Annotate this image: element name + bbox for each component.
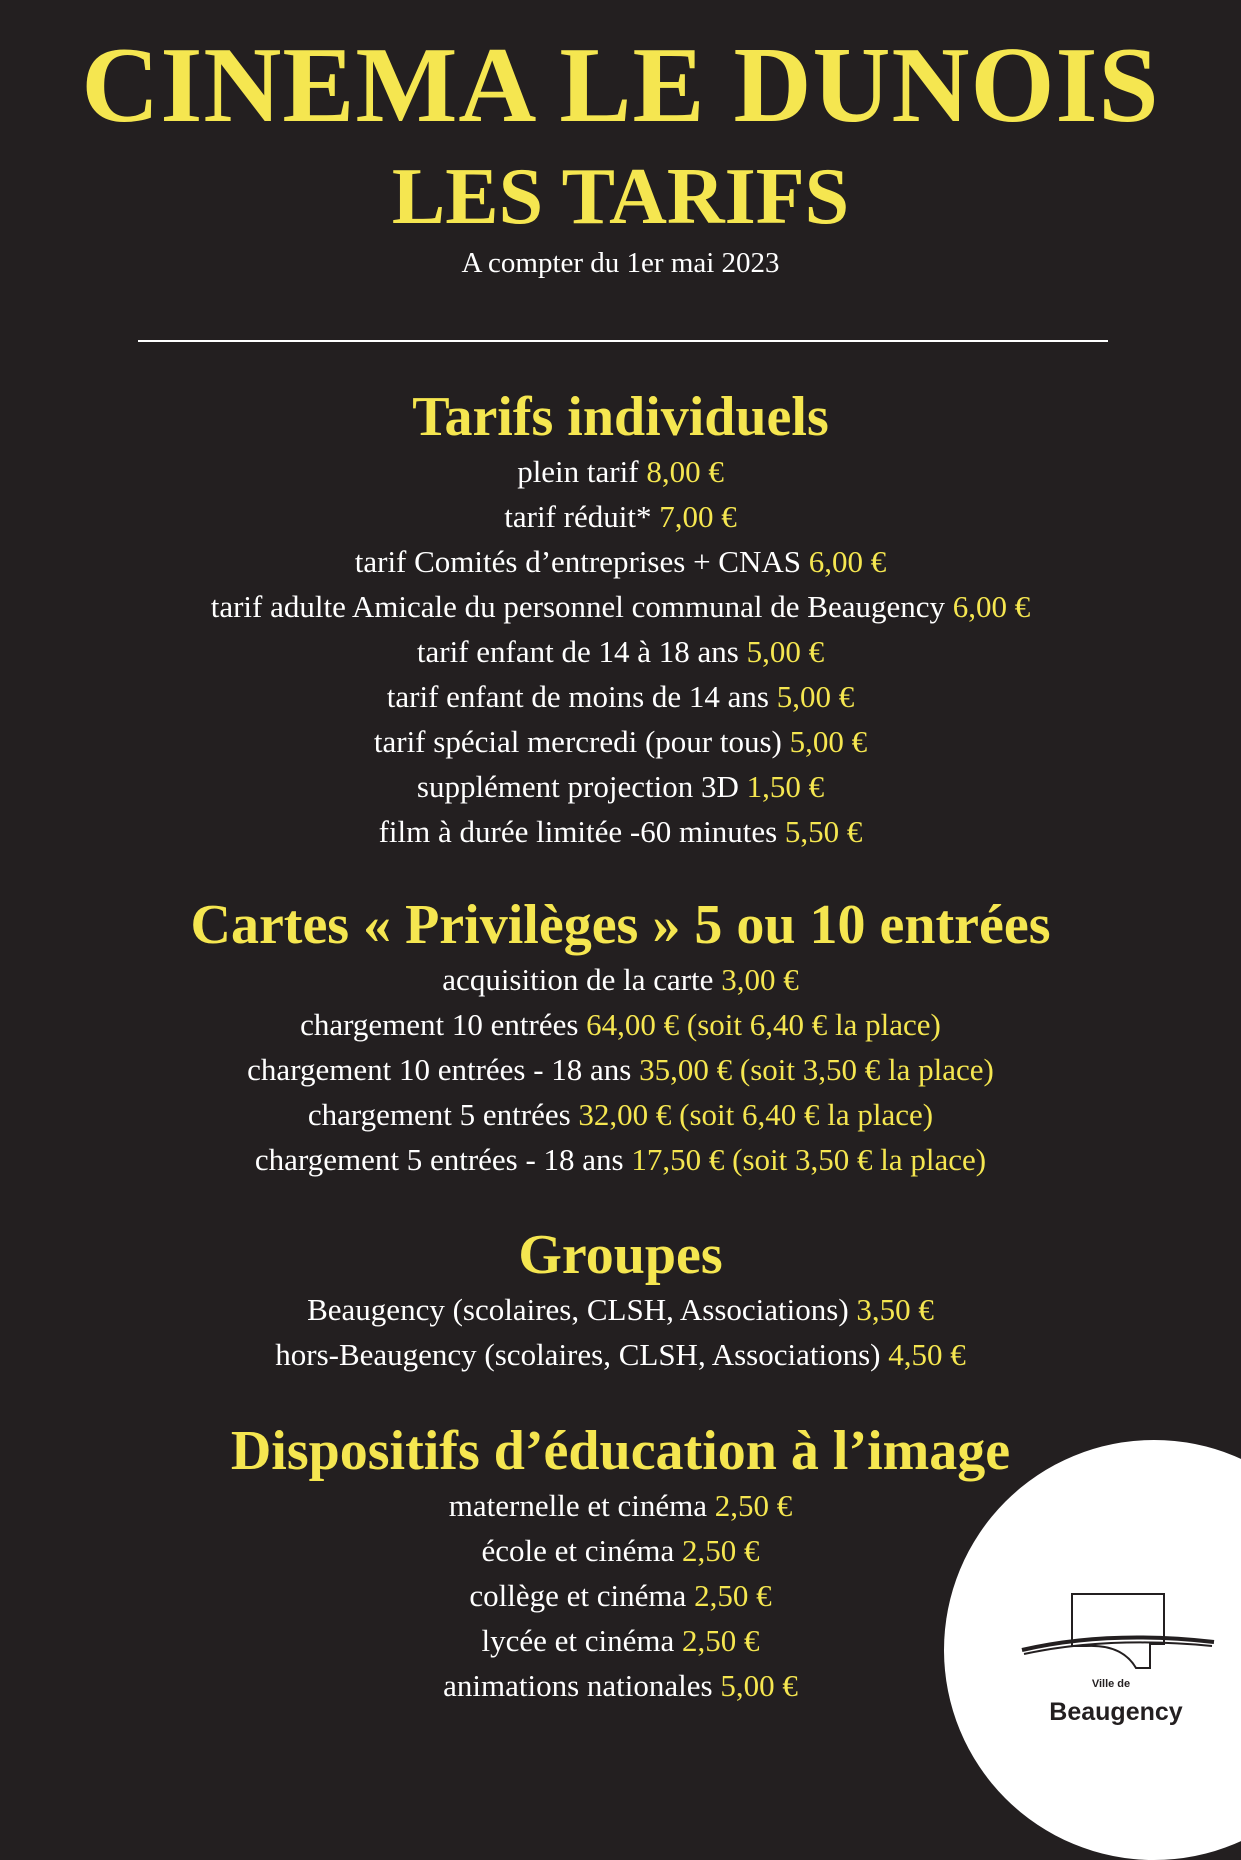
effective-date: A compter du 1er mai 2023 xyxy=(461,247,780,279)
price-label: animations nationales xyxy=(443,1668,713,1703)
price-value: 6,00 € xyxy=(808,544,887,579)
price-value: 4,50 € xyxy=(888,1337,966,1372)
price-label: chargement 5 entrées xyxy=(307,1097,571,1132)
section-privilege-cards xyxy=(0,893,1241,1182)
logo-small-text: Ville de xyxy=(1091,1678,1131,1690)
price-value: 2,50 € xyxy=(682,1623,760,1658)
price-label: tarif réduit* xyxy=(504,499,652,534)
price-row xyxy=(0,809,1241,854)
price-value: 2,50 € xyxy=(682,1533,760,1568)
price-label: chargement 10 entrées - 18 ans xyxy=(247,1052,632,1087)
price-value: 5,50 € xyxy=(784,814,863,849)
price-value: 1,50 € xyxy=(746,769,825,804)
price-row xyxy=(0,584,1241,629)
price-label: maternelle et cinéma xyxy=(448,1488,707,1523)
price-label: tarif enfant de moins de 14 ans xyxy=(386,679,769,714)
price-row xyxy=(0,629,1241,674)
price-row xyxy=(0,1332,1241,1377)
price-row xyxy=(0,494,1241,539)
price-row xyxy=(0,1047,1241,1092)
price-label: chargement 10 entrées xyxy=(300,1007,579,1042)
page-subtitle: LES TARIFS xyxy=(391,153,850,241)
price-label: hors-Beaugency (scolaires, CLSH, Associations) xyxy=(275,1337,881,1372)
price-value: 35,00 € (soit 3,50 € la place) xyxy=(639,1052,994,1087)
price-value: 3,00 € xyxy=(721,962,799,997)
price-row xyxy=(0,449,1241,494)
section-individual-prices xyxy=(0,385,1241,854)
price-value: 2,50 € xyxy=(694,1578,772,1613)
price-value: 17,50 € (soit 3,50 € la place) xyxy=(631,1142,987,1177)
price-label: chargement 5 entrées - 18 ans xyxy=(254,1142,624,1177)
price-label: tarif adulte Amicale du personnel communal de Beaugency xyxy=(210,589,946,624)
price-value: 7,00 € xyxy=(659,499,737,534)
price-label: Beaugency (scolaires, CLSH, Associations) xyxy=(307,1292,849,1327)
price-value: 5,00 € xyxy=(789,724,868,759)
price-row xyxy=(0,1092,1241,1137)
price-value: 8,00 € xyxy=(646,454,724,489)
price-row xyxy=(0,1287,1241,1332)
price-row xyxy=(0,674,1241,719)
price-value: 32,00 € (soit 6,40 € la place) xyxy=(578,1097,934,1132)
divider xyxy=(138,340,1108,342)
price-label: plein tarif xyxy=(517,454,639,489)
section-heading: Dispositifs d’éducation à l’image xyxy=(230,1420,1011,1482)
section-heading: Tarifs individuels xyxy=(412,386,829,448)
price-value: 3,50 € xyxy=(856,1292,934,1327)
price-row xyxy=(0,719,1241,764)
price-value: 5,00 € xyxy=(720,1668,798,1703)
price-label: lycée et cinéma xyxy=(481,1623,675,1658)
price-value: 5,00 € xyxy=(746,634,825,669)
price-row xyxy=(0,764,1241,809)
price-label: tarif Comités d’entreprises + CNAS xyxy=(354,544,801,579)
price-value: 64,00 € (soit 6,40 € la place) xyxy=(586,1007,941,1042)
price-value: 2,50 € xyxy=(714,1488,793,1523)
section-heading: Cartes « Privilèges » 5 ou 10 entrées xyxy=(190,894,1051,956)
price-value: 6,00 € xyxy=(952,589,1031,624)
price-row xyxy=(0,539,1241,584)
page-title: CINEMA LE DUNOIS xyxy=(81,26,1160,145)
section-groups xyxy=(0,1223,1241,1377)
price-label: école et cinéma xyxy=(481,1533,675,1568)
price-label: acquisition de la carte xyxy=(442,962,714,997)
price-value: 5,00 € xyxy=(776,679,855,714)
price-row xyxy=(0,1137,1241,1182)
price-row xyxy=(0,1002,1241,1047)
price-label: supplément projection 3D xyxy=(416,769,739,804)
price-row xyxy=(0,957,1241,1002)
price-label: collège et cinéma xyxy=(469,1578,687,1613)
logo-name: Beaugency xyxy=(1049,1698,1183,1726)
section-heading: Groupes xyxy=(518,1224,723,1286)
price-label: tarif spécial mercredi (pour tous) xyxy=(373,724,782,759)
price-label: film à durée limitée -60 minutes xyxy=(378,814,778,849)
price-label: tarif enfant de 14 à 18 ans xyxy=(416,634,739,669)
